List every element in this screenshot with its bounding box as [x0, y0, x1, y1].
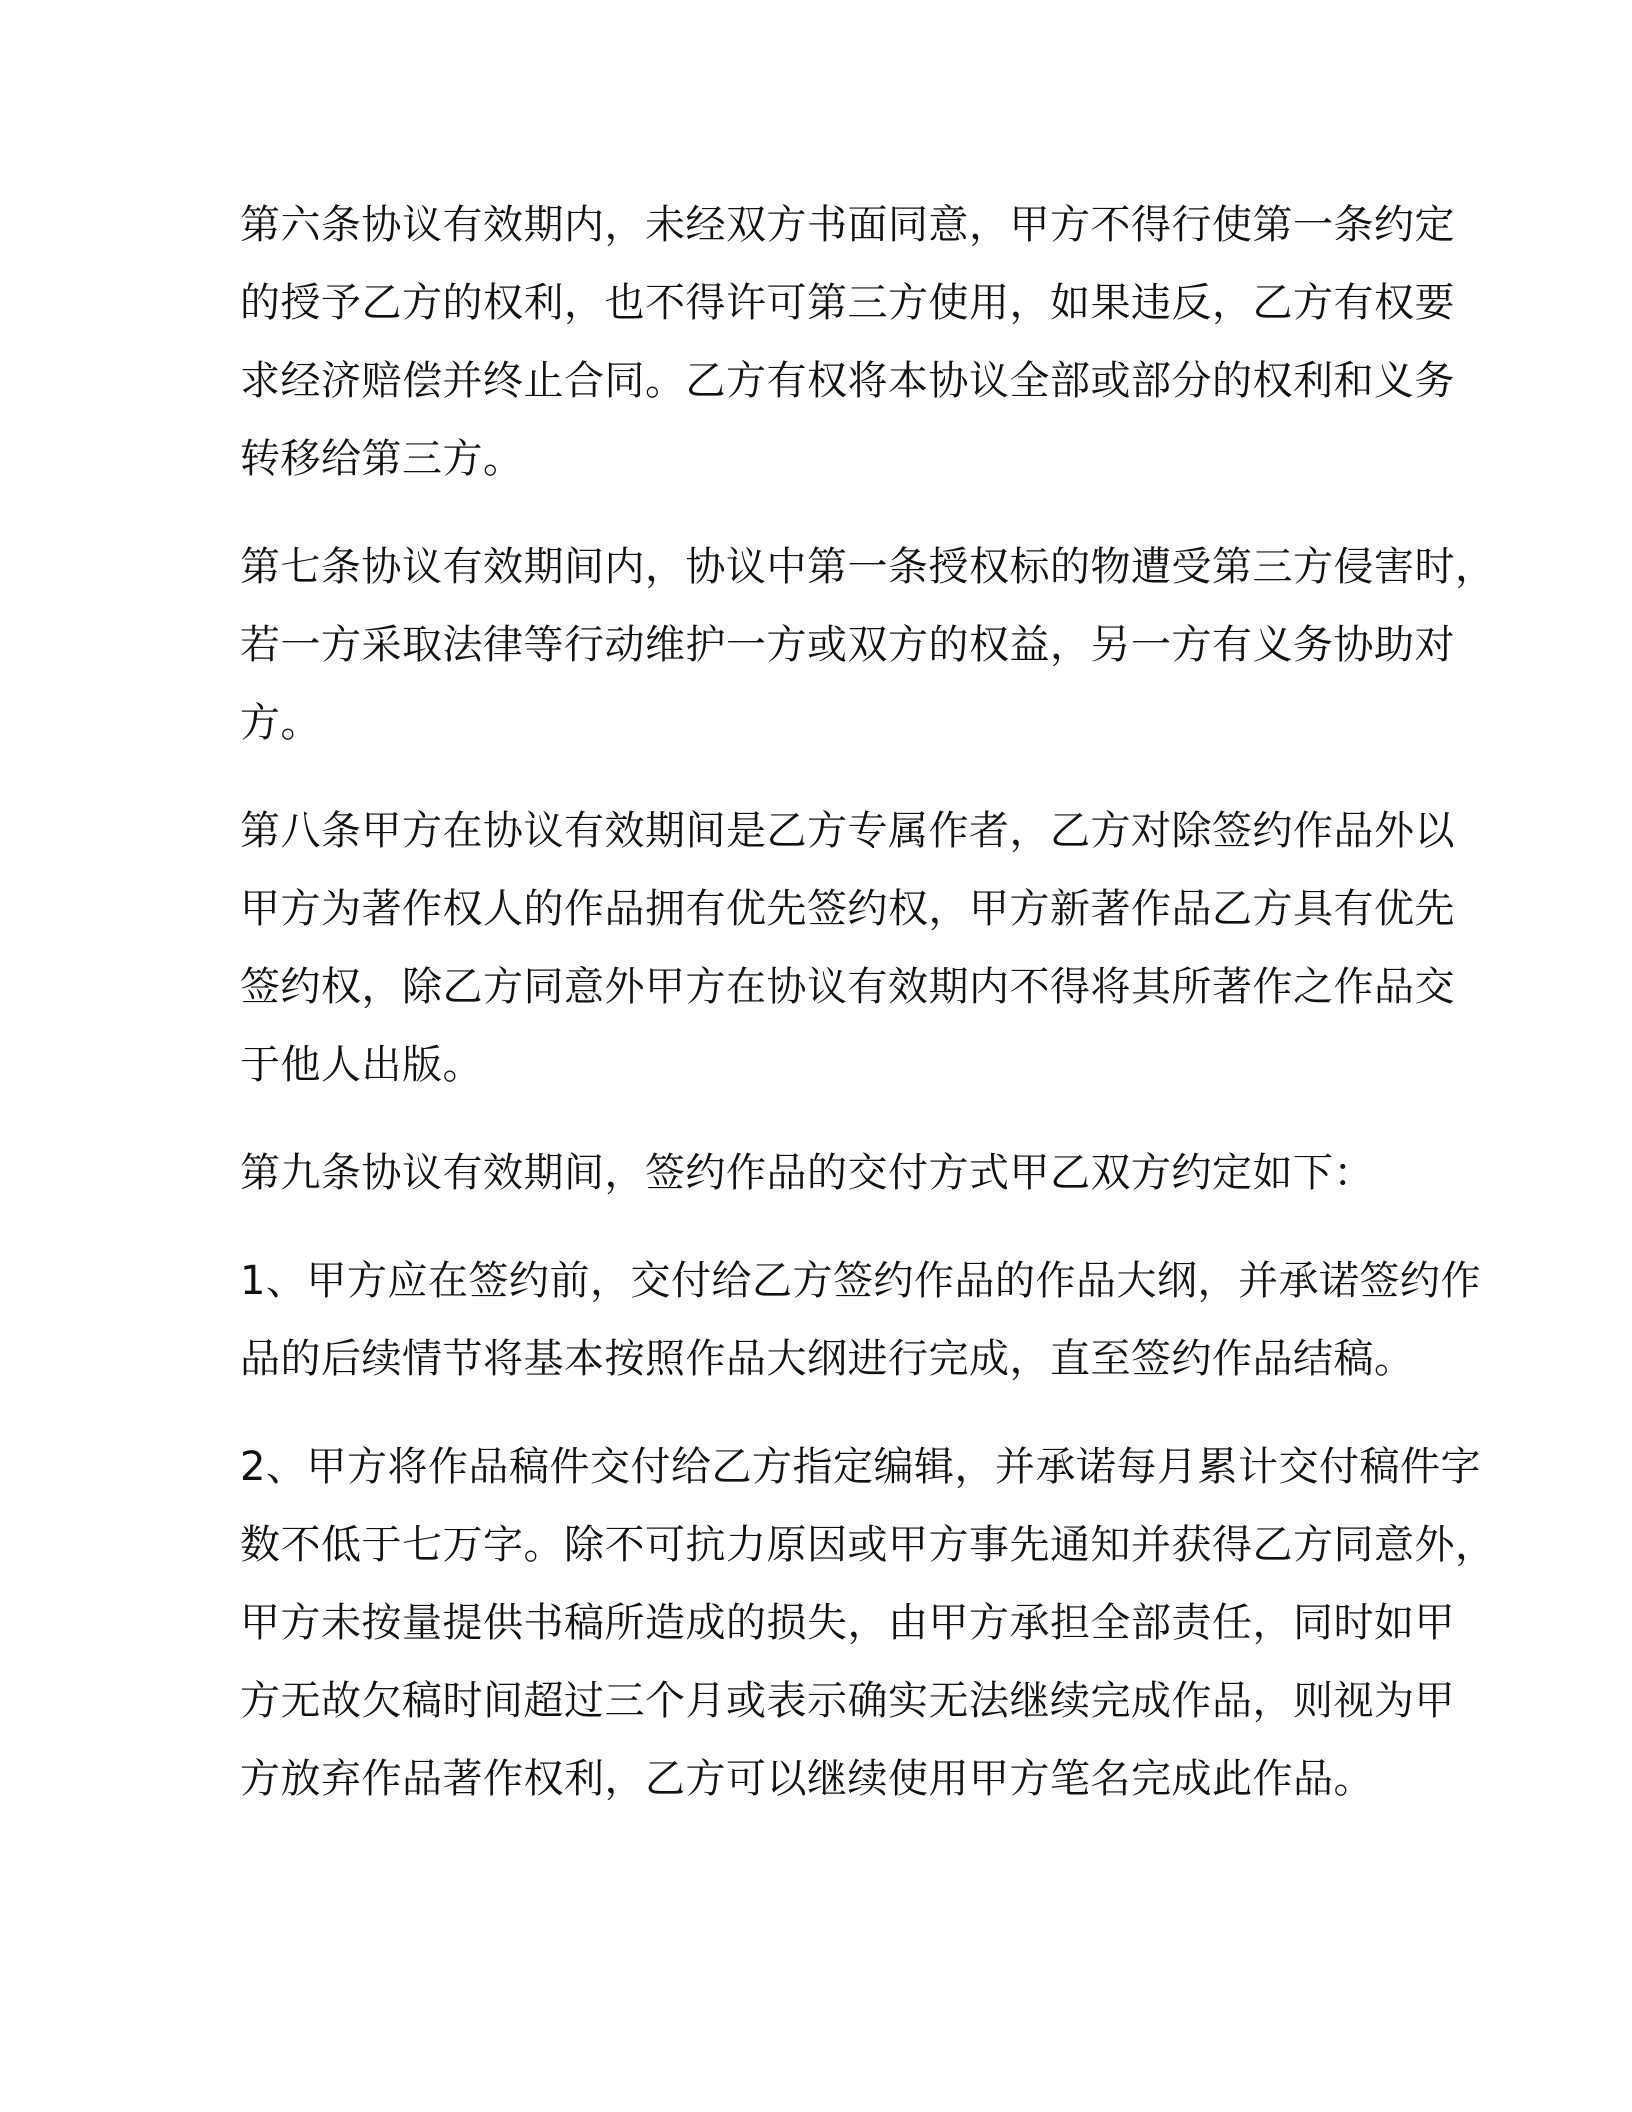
text-line: 转移给第三方。	[240, 436, 524, 482]
paragraph-article-9	[240, 1134, 1390, 1212]
text-line: 品的后续情节将基本按照作品大纲进行完成，直至签约作品结稿。	[240, 1336, 1415, 1382]
text-line: 签约权，除乙方同意外甲方在协议有效期内不得将其所著作之作品交	[240, 964, 1455, 1010]
text-line: 方放弃作品著作权利，乙方可以继续使用甲方笔名完成此作品。	[240, 1756, 1374, 1802]
text-line: 求经济赔偿并终止合同。乙方有权将本协议全部或部分的权利和义务	[240, 358, 1455, 404]
text-line: 甲方未按量提供书稿所造成的损失，由甲方承担全部责任，同时如甲	[240, 1600, 1455, 1646]
text-line: 方。	[240, 700, 321, 746]
text-line: 若一方采取法律等行动维护一方或双方的权益，另一方有义务协助对	[240, 622, 1455, 668]
text-line: 1、甲方应在签约前，交付给乙方签约作品的作品大纲，并承诺签约作	[240, 1258, 1481, 1304]
text-line: 第九条协议有效期间，签约作品的交付方式甲乙双方约定如下：	[240, 1150, 1374, 1196]
text-line: 2、甲方将作品稿件交付给乙方指定编辑，并承诺每月累计交付稿件字	[240, 1444, 1481, 1490]
paragraph-item-1	[240, 1242, 1481, 1398]
text-line: 数不低于七万字。除不可抗力原因或甲方事先通知并获得乙方同意外，	[240, 1522, 1496, 1568]
document-body	[240, 186, 1496, 1848]
paragraph-article-8	[240, 792, 1455, 1104]
text-line: 第七条协议有效期间内，协议中第一条授权标的物遭受第三方侵害时，	[240, 544, 1496, 590]
text-line: 第六条协议有效期内，未经双方书面同意，甲方不得行使第一条约定	[240, 202, 1455, 248]
text-line: 于他人出版。	[240, 1042, 483, 1088]
paragraph-article-7	[240, 528, 1496, 762]
text-line: 方无故欠稿时间超过三个月或表示确实无法继续完成作品，则视为甲	[240, 1678, 1455, 1724]
text-line: 的授予乙方的权利，也不得许可第三方使用，如果违反，乙方有权要	[240, 280, 1455, 326]
text-line: 第八条甲方在协议有效期间是乙方专属作者，乙方对除签约作品外以	[240, 808, 1455, 854]
paragraph-item-2	[240, 1428, 1496, 1818]
paragraph-article-6	[240, 186, 1455, 498]
text-line: 甲方为著作权人的作品拥有优先签约权，甲方新著作品乙方具有优先	[240, 886, 1455, 932]
